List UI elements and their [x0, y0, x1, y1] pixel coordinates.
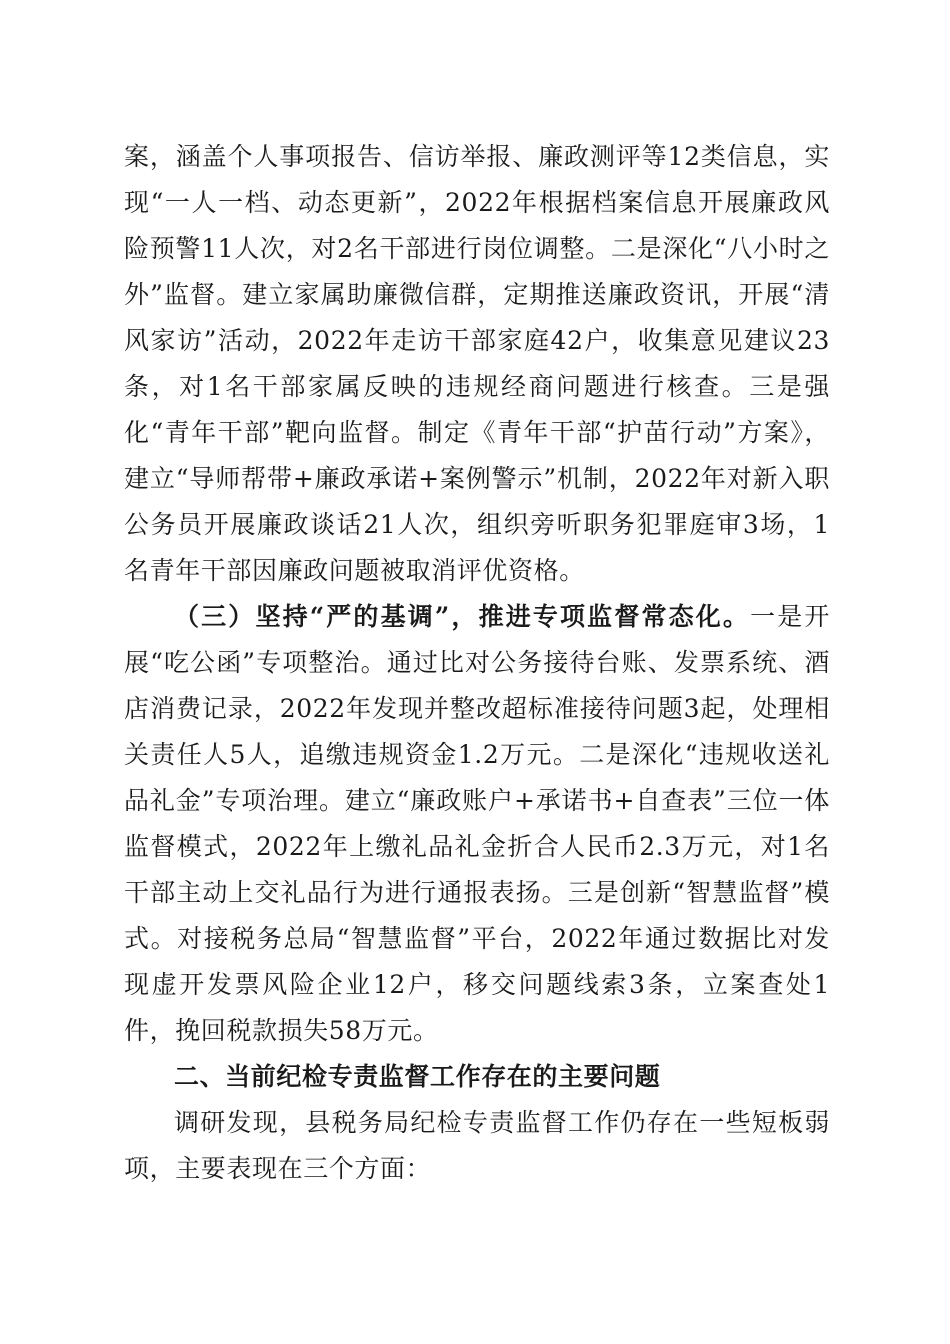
paragraph-section-three	[124, 594, 830, 1054]
paragraph-survey: 调研发现，县税务局纪检专责监督工作仍存在一些短板弱项，主要表现在三个方面：	[124, 1108, 830, 1183]
section-heading-two: 二、当前纪检专责监督工作存在的主要问题	[174, 1062, 661, 1091]
section-three-body: 一是开展“吃公函”专项整治。通过比对公务接待台账、发票系统、酒店消费记录，2022年发现并整改超标准接待问题3起，处理相关责任人5人，追缴违规资金1.2万元。二是深化“违规收送礼品礼金”专项治理。建立“廉政账户+承诺书+自查表”三位一体监督模式，2022年上缴礼品礼金折合人民币2.3万元，对1名干部主动上交礼品行为进行通报表扬。三是创新“智慧监督”模式。对接税务总局“智慧监督”平台，2022年通过数据比对发现虚开发票风险企业12户，移交问题线索3条，立案查处1件，挽回税款损失58万元。	[124, 602, 830, 1045]
paragraph-continued: 案，涵盖个人事项报告、信访举报、廉政测评等12类信息，实现“一人一档、动态更新”，2022年根据档案信息开展廉政风险预警11人次，对2名干部进行岗位调整。二是深化“八小时之外”监督。建立家属助廉微信群，定期推送廉政资讯，开展“清风家访”活动，2022年走访干部家庭42户，收集意见建议23条，对1名干部家属反映的违规经商问题进行核查。三是强化“青年干部”靶向监督。制定《青年干部“护苗行动”方案》，建立“导师帮带+廉政承诺+案例警示”机制，2022年对新入职公务员开展廉政谈话21人次，组织旁听职务犯罪庭审3场，1名青年干部因廉政问题被取消评优资格。	[124, 142, 830, 585]
section-three-heading: （三）坚持“严的基调”，推进专项监督常态化。	[174, 602, 751, 631]
document-body	[124, 134, 830, 1192]
